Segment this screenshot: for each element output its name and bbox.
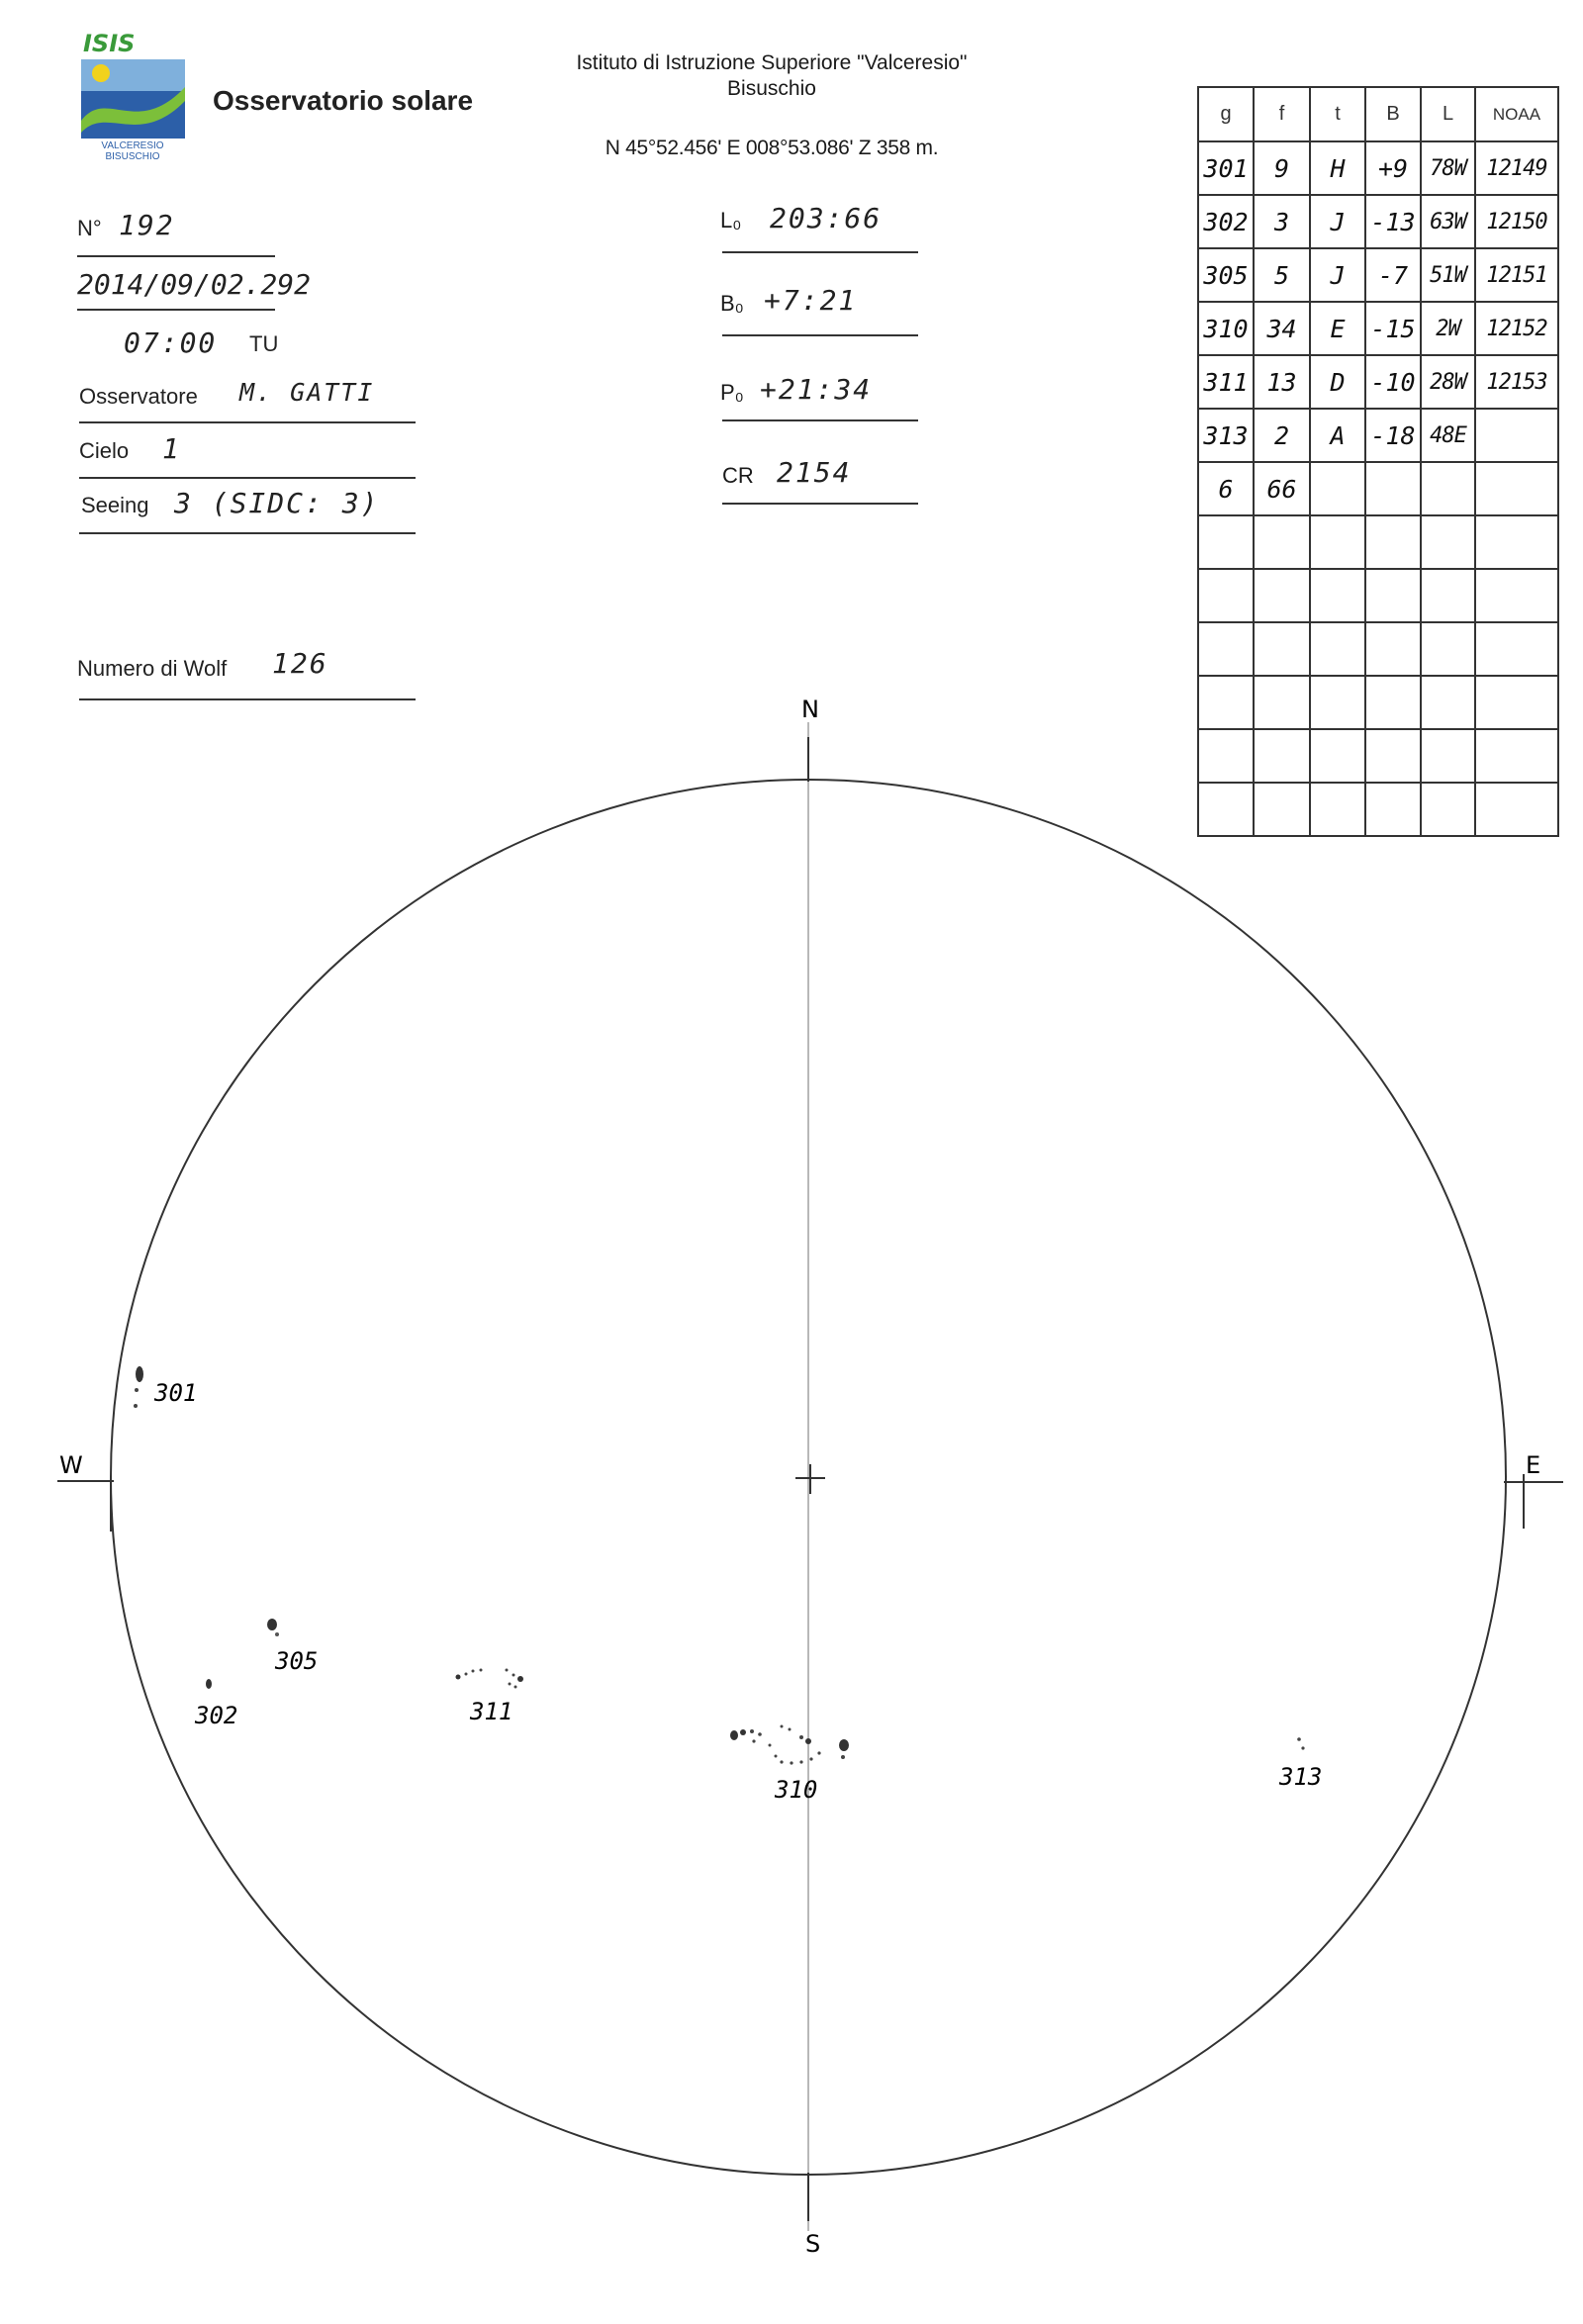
time-value: 07:00 <box>124 326 218 359</box>
l0-label: L₀ <box>720 208 742 232</box>
group-label-313: 313 <box>1279 1763 1323 1791</box>
cell-t: J <box>1310 248 1365 302</box>
observatory-title: Osservatorio solare <box>213 85 474 116</box>
logo-subtitle-2: BISUSCHIO <box>105 151 160 162</box>
p0-value: +21:34 <box>760 373 873 406</box>
header-l: L <box>1421 87 1475 141</box>
cell-noaa: 12149 <box>1475 141 1558 195</box>
logo-text: ISIS <box>83 30 136 57</box>
institute-name: Istituto di Istruzione Superiore "Valceresio" <box>576 51 968 74</box>
sunspot-group-310 <box>730 1725 849 1805</box>
west-label: W <box>59 1451 83 1479</box>
number-value: 192 <box>119 209 175 241</box>
cell-l: 51W <box>1421 248 1475 302</box>
seeing-label: Seeing <box>81 493 149 517</box>
time-unit: TU <box>249 331 279 356</box>
cell-t: D <box>1310 355 1365 409</box>
cell-l: 2W <box>1421 302 1475 355</box>
sunspot-group-305 <box>267 1619 318 1675</box>
cell-l: 78W <box>1421 141 1475 195</box>
cell-noaa: 12150 <box>1475 195 1558 248</box>
south-label: S <box>805 2230 821 2258</box>
cr-value: 2154 <box>777 456 852 489</box>
header-b: B <box>1365 87 1421 141</box>
cell-t: H <box>1310 141 1365 195</box>
cell-g: 311 <box>1198 355 1254 409</box>
site-coordinates: N 45°52.456' E 008°53.086' Z 358 m. <box>605 137 939 159</box>
cell-b: -15 <box>1365 302 1421 355</box>
cell-f: 9 <box>1254 141 1310 195</box>
sky-value: 1 <box>162 432 181 465</box>
cell-t: E <box>1310 302 1365 355</box>
group-label-305: 305 <box>275 1647 319 1675</box>
cell-b: -10 <box>1365 355 1421 409</box>
cell-noaa: 12152 <box>1475 302 1558 355</box>
cell-f: 2 <box>1254 409 1310 462</box>
cell-b: -18 <box>1365 409 1421 462</box>
cell-f: 34 <box>1254 302 1310 355</box>
sunspot-group-301 <box>134 1366 197 1408</box>
observer-value: M. GATTI <box>239 378 375 407</box>
cell-b: -7 <box>1365 248 1421 302</box>
wolf-label: Numero di Wolf <box>77 656 228 681</box>
group-label-310: 310 <box>775 1776 818 1804</box>
institute-town: Bisuschio <box>727 77 816 100</box>
seeing-value: 3 (SIDC: 3) <box>174 487 380 519</box>
total-spots: 66 <box>1254 462 1310 515</box>
cell-g: 313 <box>1198 409 1254 462</box>
p0-label: P₀ <box>720 380 744 405</box>
cell-b: -13 <box>1365 195 1421 248</box>
cell-noaa: 12153 <box>1475 355 1558 409</box>
cell-g: 305 <box>1198 248 1254 302</box>
total-groups: 6 <box>1198 462 1254 515</box>
l0-value: 203:66 <box>770 202 883 234</box>
date-value: 2014/09/02.292 <box>77 268 312 301</box>
b0-value: +7:21 <box>764 284 858 317</box>
cell-t: A <box>1310 409 1365 462</box>
wolf-value: 126 <box>272 647 328 680</box>
cell-noaa: 12151 <box>1475 248 1558 302</box>
group-label-311: 311 <box>470 1698 513 1725</box>
logo-subtitle-1: VALCERESIO <box>101 140 164 151</box>
cell-f: 5 <box>1254 248 1310 302</box>
cell-l: 63W <box>1421 195 1475 248</box>
sunspot-group-302 <box>194 1679 237 1729</box>
north-label: N <box>801 696 819 723</box>
cell-b: +9 <box>1365 141 1421 195</box>
sunspot-group-313 <box>1278 1737 1322 1791</box>
header-noaa: NOAA <box>1475 87 1558 141</box>
observer-label: Osservatore <box>79 384 198 409</box>
cell-g: 301 <box>1198 141 1254 195</box>
cell-l: 48E <box>1421 409 1475 462</box>
cell-f: 3 <box>1254 195 1310 248</box>
header-g: g <box>1198 87 1254 141</box>
sunspot-group-311 <box>456 1669 524 1726</box>
sky-label: Cielo <box>79 438 130 463</box>
group-label-301: 301 <box>154 1379 198 1407</box>
east-label: E <box>1526 1451 1541 1479</box>
cell-f: 13 <box>1254 355 1310 409</box>
header-f: f <box>1254 87 1310 141</box>
cell-l: 28W <box>1421 355 1475 409</box>
cell-g: 310 <box>1198 302 1254 355</box>
cell-t: J <box>1310 195 1365 248</box>
group-label-302: 302 <box>195 1702 238 1729</box>
cell-g: 302 <box>1198 195 1254 248</box>
cr-label: CR <box>722 463 754 488</box>
number-label: N° <box>77 216 102 240</box>
header-t: t <box>1310 87 1365 141</box>
b0-label: B₀ <box>720 291 744 316</box>
